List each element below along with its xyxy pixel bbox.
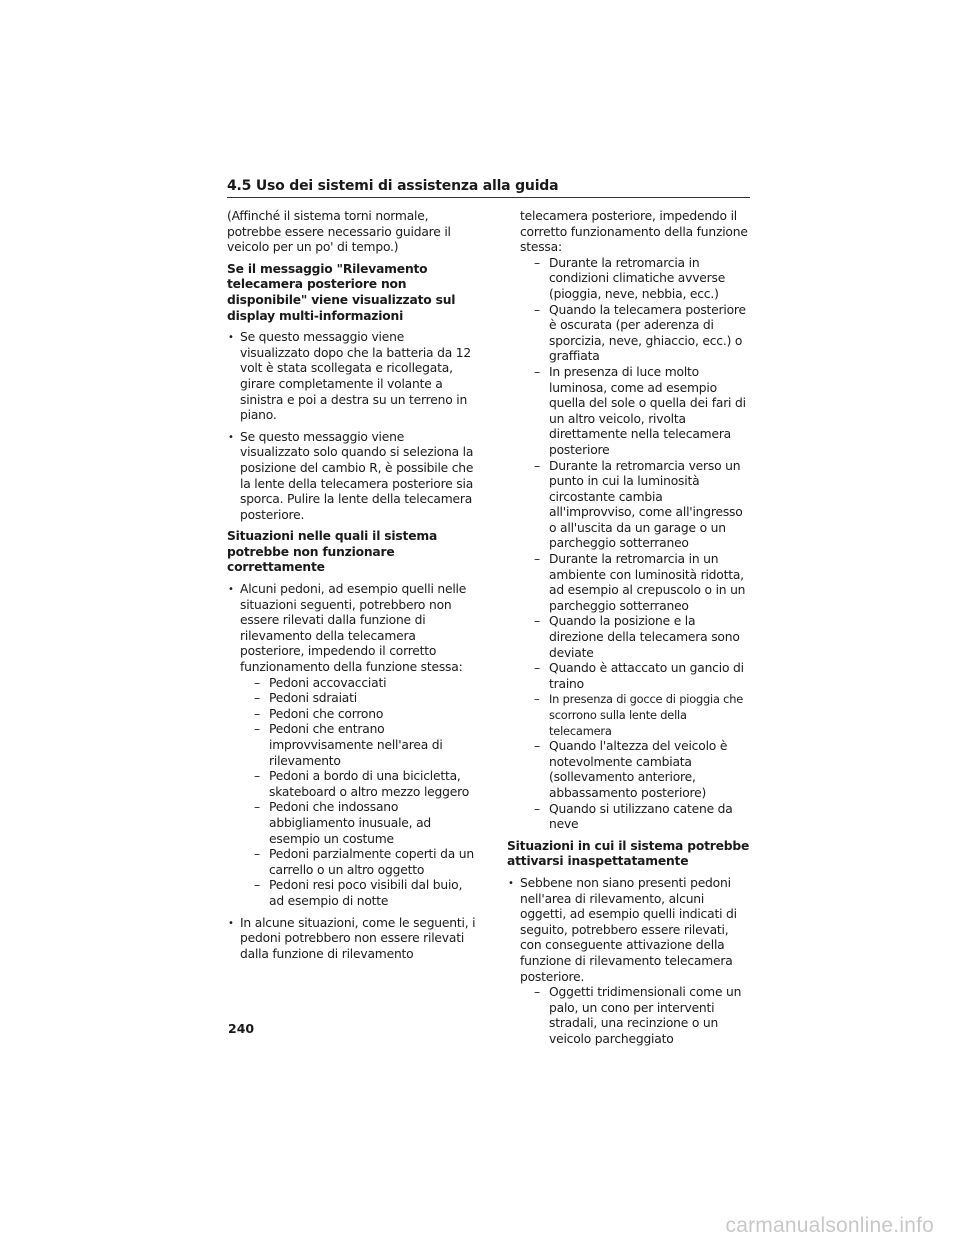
bullet-list-not-working — [227, 582, 477, 962]
heading-unexpected-activation: Situazioni in cui il sistema potrebbe attivarsi inaspettatamente — [507, 838, 750, 869]
bullet-item: • Se questo messaggio viene visualizzato dopo che la batteria da 12 volt è stata scollegata e ricollegata, girare completamente il volante a sinistra e poi a destra su un terreno in piano. — [227, 330, 477, 424]
heading-message-unavailable: Se il messaggio "Rilevamento telecamera posteriore non disponibile" viene visualizzato sul display multi-informazioni — [227, 261, 456, 323]
dash-item: – Pedoni accovacciati — [240, 676, 477, 692]
dash-item: – Pedoni che entrano improvvisamente nell'area di rilevamento — [240, 722, 477, 769]
dash-item: – Pedoni che indossano abbigliamento inusuale, ad esempio un costume — [240, 800, 477, 847]
bullet-text: Sebbene non siano presenti pedoni nell'area di rilevamento, alcuni oggetti, ad esempio quelli indicati di seguito, potrebbero essere rilevati, con conseguente attivazione della funzione di rilevamento telecamera posteriore. — [520, 875, 737, 984]
section-header — [227, 178, 750, 198]
bullet-item — [507, 876, 752, 1048]
dash-item: – Pedoni che corrono — [240, 707, 477, 723]
dash-item: – Quando si utilizzano catene da neve — [520, 802, 752, 833]
heading-not-working: Situazioni nelle quali il sistema potrebbe non funzionare correttamente — [227, 529, 438, 575]
bullet-item: • In alcune situazioni, come le seguenti, i pedoni potrebbero non essere rilevati dalla funzione di rilevamento — [227, 916, 477, 963]
dash-item: – Oggetti tridimensionali come un palo, un cono per interventi stradali, una recinzione o un veicolo parcheggiato — [520, 985, 752, 1047]
bullet-list-unexpected — [507, 876, 752, 1048]
watermark: carmanualsonline.info — [725, 1214, 934, 1237]
dash-item: – In presenza di luce molto luminosa, come ad esempio quella del sole o quella dei fari di un altro veicolo, rivolta direttamente nella telecamera posteriore — [520, 365, 752, 459]
right-column — [507, 209, 752, 1053]
dash-item: – Durante la retromarcia verso un punto in cui la luminosità circostante cambia all'improvviso, come all'ingresso o all'uscita da un garage o un parcheggio sotterraneo — [520, 459, 752, 553]
dash-item: – Pedoni a bordo di una bicicletta, skateboard o altro mezzo leggero — [240, 769, 477, 800]
dash-item: – Quando la posizione e la direzione della telecamera sono deviate — [520, 614, 752, 661]
intro-paragraph: (Affinché il sistema torni normale, potrebbe essere necessario guidare il veicolo per un po' di tempo.) — [227, 209, 451, 255]
dash-item: – Durante la retromarcia in condizioni climatiche avverse (pioggia, neve, nebbia, ecc.) — [520, 256, 752, 303]
page-number: 240 — [228, 1021, 255, 1036]
dash-list-pedestrians — [240, 676, 477, 910]
bullet-item — [227, 582, 477, 909]
dash-item: – Quando la telecamera posteriore è oscurata (per aderenza di sporcizia, neve, ghiaccio, ecc.) o graffiata — [520, 303, 752, 365]
dash-item: – Pedoni parzialmente coperti da un carrello o un altro oggetto — [240, 847, 477, 878]
bullet-item: • Se questo messaggio viene visualizzato solo quando si seleziona la posizione del cambio R, è possibile che la lente della telecamera posteriore sia sporca. Pulire la lente della telecamera posteriore. — [227, 430, 477, 524]
bullet-text: Alcuni pedoni, ad esempio quelli nelle situazioni seguenti, potrebbero non essere rilevati dalla funzione di rilevamento della telecamera posteriore, impedendo il corretto funzionamento della funzione stessa: — [240, 582, 467, 675]
dash-item: – Quando l'altezza del veicolo è notevolmente cambiata (sollevamento anteriore, abbassamento posteriore) — [520, 739, 752, 801]
continuation-text: telecamera posteriore, impedendo il corretto funzionamento della funzione stessa: — [520, 209, 748, 255]
left-column — [227, 209, 477, 968]
dash-list-objects — [520, 985, 752, 1047]
dash-list-conditions — [520, 256, 752, 833]
dash-item: – Quando è attaccato un gancio di traino — [520, 661, 752, 692]
dash-item: – In presenza di gocce di pioggia che scorrono sulla lente della telecamera — [520, 692, 752, 739]
continuation-block — [507, 209, 752, 833]
dash-item: – Durante la retromarcia in un ambiente con luminosità ridotta, ad esempio al crepuscolo o in un parcheggio sotterraneo — [520, 552, 752, 614]
bullet-list-message — [227, 330, 477, 523]
dash-item: – Pedoni sdraiati — [240, 691, 477, 707]
dash-item: – Pedoni resi poco visibili dal buio, ad esempio di notte — [240, 878, 477, 909]
section-title: 4.5 Uso dei sistemi di assistenza alla guida — [227, 178, 559, 194]
